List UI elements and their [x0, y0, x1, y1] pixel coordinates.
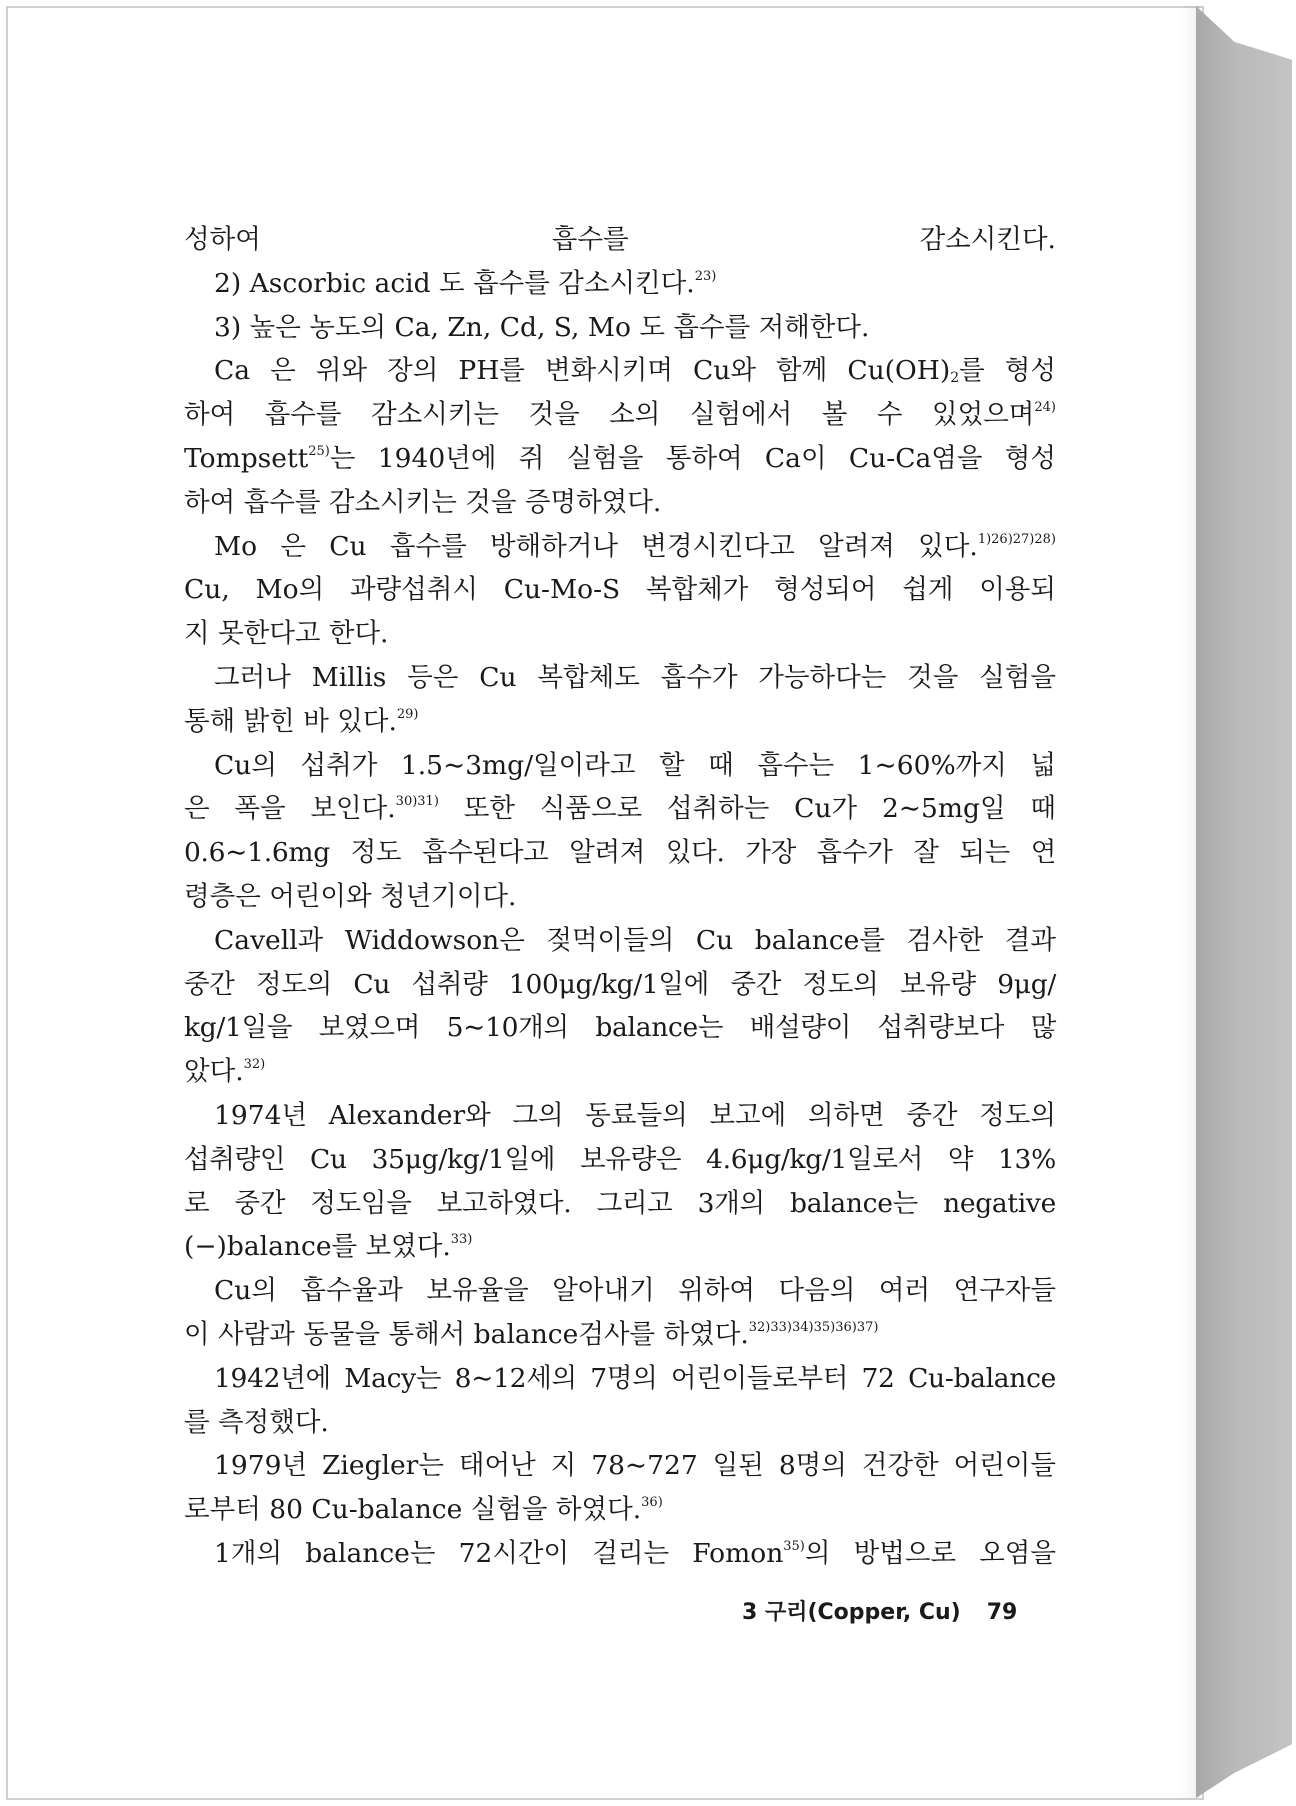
text-line: 1개의 balance는 72시간이 걸리는 Fomon$^{35)}$의 방법으로 오염을 — [214, 1537, 1056, 1569]
text-line: 중간 정도의 Cu 섭취량 100μg/kg/1일에 중간 정도의 보유량 9μg/ — [184, 968, 1056, 1000]
citation: 23) — [694, 268, 717, 284]
book-page-edge — [1196, 6, 1292, 1798]
text-line: 1979년 Ziegler는 태어난 지 78∼727 일된 8명의 건강한 어린이들 — [214, 1450, 1056, 1482]
text-line: Mo 은 Cu 흡수를 방해하거나 변경시킨다고 알려져 있다.$^{1)26)27)28)}$ — [214, 530, 1056, 562]
citation: 29) — [396, 706, 419, 722]
text-line: 은 폭을 보인다.$^{30)31)}$ 또한 식품으로 섭취하는 Cu가 2∼5mg일 때 — [184, 793, 1056, 825]
text-line: 령층은 어린이와 청년기이다. — [184, 880, 517, 912]
citation: 32) — [243, 1057, 266, 1073]
citation: 36) — [641, 1495, 663, 1511]
text-line: 았다.$^{32)}$ — [184, 1056, 266, 1088]
text-line: 를 측정했다. — [184, 1406, 329, 1438]
citation: 32)33)34)35)36)37) — [748, 1319, 879, 1335]
citation: 25) — [308, 443, 330, 459]
text-line: 3) 높은 농도의 Ca, Zn, Cd, S, Mo 도 흡수를 저해한다. — [214, 311, 870, 343]
text-line: 0.6∼1.6mg 정도 흡수된다고 알려져 있다. 가장 흡수가 잘 되는 연 — [184, 837, 1056, 869]
citation: 33) — [450, 1232, 473, 1248]
text-line: Cu의 섭취가 1.5∼3mg/일이라고 할 때 흡수는 1∼60%까지 넓 — [214, 749, 1056, 781]
text-line: 하여 흡수를 감소시키는 것을 소의 실험에서 볼 수 있었으며$^{24)}$ — [184, 399, 1056, 431]
subscript: 2 — [950, 370, 960, 387]
text-line: 로부터 80 Cu-balance 실험을 하였다.$^{36)}$ — [184, 1494, 663, 1526]
citation: 24) — [1034, 400, 1056, 416]
text-line: (−)balance를 보였다.$^{33)}$ — [184, 1231, 473, 1263]
chapter-title: 3 구리(Copper, Cu) — [742, 1600, 961, 1625]
text-line: Cu의 흡수율과 보유율을 알아내기 위하여 다음의 여러 연구자들 — [214, 1275, 1056, 1307]
text-line: 성하여 흡수를 감소시킨다. — [184, 224, 1056, 255]
text-line: 통해 밝힌 바 있다.$^{29)}$ — [184, 705, 419, 737]
text-line: 그러나 Millis 등은 Cu 복합체도 흡수가 가능하다는 것을 실험을 — [214, 661, 1056, 693]
text-line: 이 사람과 동물을 통해서 balance검사를 하였다.$^{32)33)34)35)36)37)}$ — [184, 1318, 879, 1350]
text-line: 지 못한다고 한다. — [184, 618, 389, 650]
text-line: 하여 흡수를 감소시키는 것을 증명하였다. — [184, 486, 662, 518]
text-line: 섭취량인 Cu 35μg/kg/1일에 보유량은 4.6μg/kg/1일로서 약 13% — [184, 1143, 1056, 1175]
citation: 30)31) — [395, 794, 439, 810]
text-line: Cu, Mo의 과량섭취시 Cu-Mo-S 복합체가 형성되어 쉽게 이용되 — [184, 574, 1056, 606]
running-footer — [742, 1595, 1017, 1626]
citation: 35) — [783, 1538, 805, 1554]
text-line: kg/1일을 보였으며 5∼10개의 balance는 배설량이 섭취량보다 많 — [184, 1012, 1056, 1044]
page-number: 79 — [986, 1600, 1018, 1625]
text-line: Tompsett$^{25)}$는 1940년에 쥐 실험을 통하여 Ca이 Cu-Ca염을 형성 — [184, 442, 1056, 474]
citation: 1)26)27)28) — [977, 531, 1056, 547]
text-line: 2) Ascorbic acid 도 흡수를 감소시킨다.$^{23)}$ — [214, 267, 717, 299]
text-line: 1942년에 Macy는 8∼12세의 7명의 어린이들로부터 72 Cu-balance — [214, 1362, 1056, 1394]
text-line: Cavell과 Widdowson은 젖먹이들의 Cu balance를 검사한 결과 — [214, 924, 1056, 956]
text-line: 로 중간 정도임을 보고하였다. 그리고 3개의 balance는 negative — [184, 1187, 1056, 1219]
text-line: Ca 은 위와 장의 PH를 변화시키며 Cu와 함께 $Cu(OH)_2$를 형성 — [214, 355, 1056, 387]
text-line: 1974년 Alexander와 그의 동료들의 보고에 의하면 중간 정도의 — [214, 1099, 1056, 1131]
body-text — [184, 218, 1056, 1576]
